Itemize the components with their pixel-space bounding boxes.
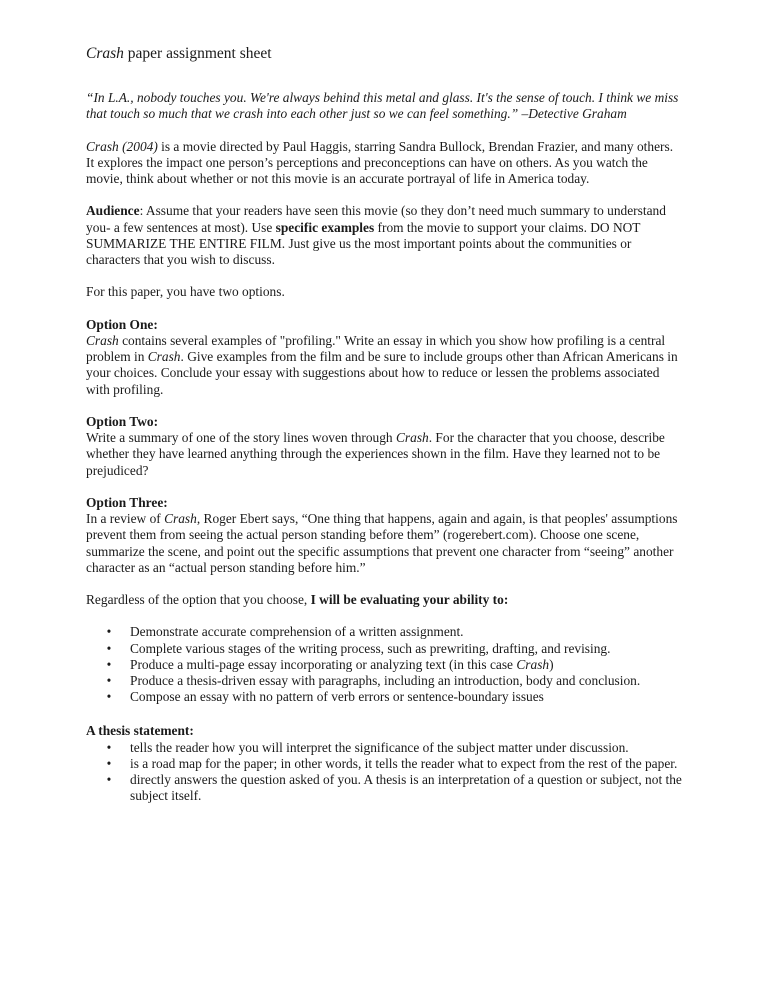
option-two-body: Write a summary of one of the story lines woven through Crash. For the character that you choose, describe whether they have learned anything through the experiences shown in the film. Have they learned not to be prejudiced?: [86, 430, 665, 478]
evaluation-item: • Complete various stages of the writing process, such as prewriting, drafting, and revising.: [86, 641, 682, 657]
option-one-body: Crash contains several examples of "profiling." Write an essay in which you show how profiling is a central problem in Crash. Give examples from the film and be sure to include groups other than African Americans in your choices. Conclude your essay with suggestions about how to reduce or lessen the problems associated with profiling.: [86, 332, 678, 397]
bullet-icon: •: [106, 739, 112, 755]
bullet-icon: •: [106, 624, 112, 640]
bullet-icon: •: [106, 689, 112, 705]
evaluation-item: • Compose an essay with no pattern of verb errors or sentence-boundary issues: [86, 689, 682, 705]
option-one-heading: Option One:: [86, 316, 158, 332]
bullet-icon: •: [106, 640, 112, 656]
evaluation-item: • Demonstrate accurate comprehension of a written assignment.: [86, 624, 682, 640]
option-three: [86, 495, 682, 576]
evaluation-list: [86, 624, 682, 705]
epigraph-quote: “In L.A., nobody touches you. We're always behind this metal and glass. It's the sense of touch. I think we miss that touch so much that we crash into each other just so we can feel something.” –Detective Graham: [86, 90, 679, 122]
intro-paragraph: Crash (2004) is a movie directed by Paul Haggis, starring Sandra Bullock, Brendan Frazier, and many others. It explores the impact one person’s perceptions and preconceptions can have on others. As you watch the movie, think about whether or not this movie is an accurate portrayal of life in America today.: [86, 138, 674, 186]
thesis-item: • directly answers the question asked of you. A thesis is an interpretation of a question or subject, not the subject itself.: [86, 772, 682, 804]
bullet-icon: •: [106, 755, 112, 771]
audience-paragraph: Audience: Assume that your readers have seen this movie (so they don’t need much summary to understand you- a few sentences at most). Use specific examples from the movie to support your claims. DO NOT SUMMARIZE THE ENTIRE FILM. Just give us the most important points about the communities or characters that you wish to discuss.: [86, 203, 666, 267]
option-one: [86, 317, 682, 398]
evaluation-item: • Produce a multi-page essay incorporating or analyzing text (in this case Crash): [86, 657, 682, 673]
option-three-body: In a review of Crash, Roger Ebert says, “One thing that happens, again and again, is that peoples' assumptions prevent them from seeing the actual person standing before them” (rogerebert.com). Choose one scene, summarize the scene, and point out the specific assumptions that prevent one character from “seeing” another character as an “actual person standing before him.”: [86, 511, 678, 575]
option-two-heading: Option Two:: [86, 413, 159, 429]
thesis-heading: A thesis statement:: [86, 723, 194, 739]
evaluation-intro: Regardless of the option that you choose, I will be evaluating your ability to:: [86, 592, 509, 608]
options-intro: For this paper, you have two options.: [86, 284, 285, 300]
thesis-item: • is a road map for the paper; in other words, it tells the reader what to expect from the rest of the paper.: [86, 756, 682, 772]
bullet-icon: •: [106, 772, 112, 788]
option-two: [86, 414, 682, 479]
bullet-icon: •: [106, 673, 112, 688]
bullet-icon: •: [106, 656, 112, 672]
thesis-item: • tells the reader how you will interpret the significance of the subject matter under discussion.: [86, 740, 682, 756]
evaluation-item: • Produce a thesis-driven essay with paragraphs, including an introduction, body and conclusion.: [86, 673, 682, 689]
document-title: Crash paper assignment sheet: [86, 45, 272, 62]
thesis-list: [86, 740, 682, 805]
option-three-heading: Option Three:: [86, 494, 168, 510]
